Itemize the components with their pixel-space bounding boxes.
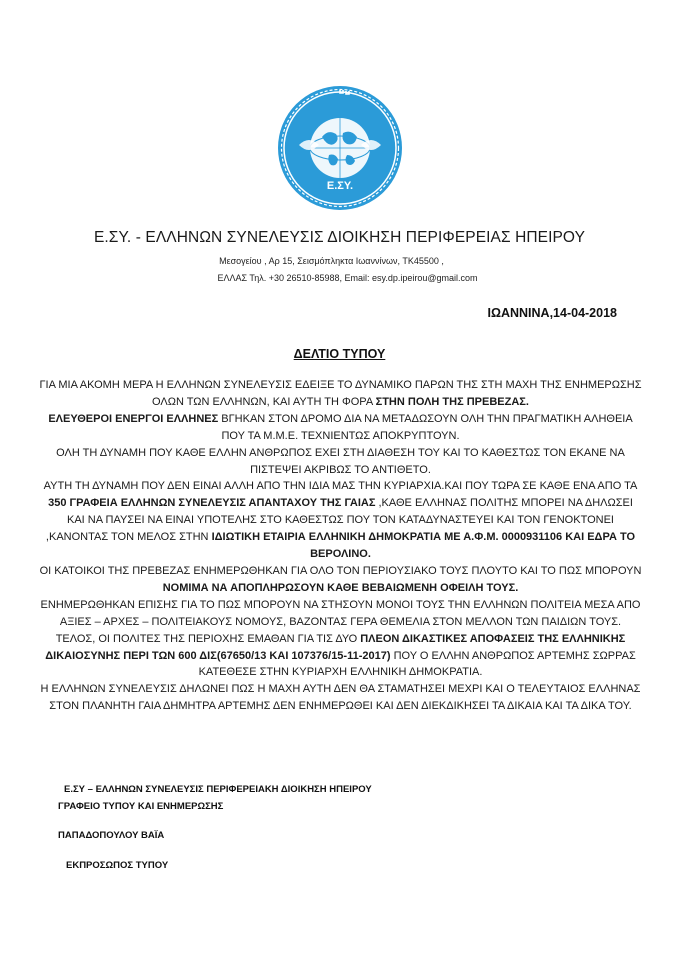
paragraph: ΟΙ ΚΑΤΟΙΚΟΙ ΤΗΣ ΠΡΕΒΕΖΑΣ ΕΝΗΜΕΡΩΘΗΚΑΝ ΓΙΑ ΟΛΟ ΤΟΝ ΠΕΡΙΟΥΣΙΑΚΟ ΤΟΥΣ ΠΛΟΥΤΟ ΚΑΙ ΤΟ ΠΩΣ ΜΠΟΡΟΥΝ ΝΟΜΙΜΑ ΝΑ ΑΠΟΠΛΗΡΩΣΟΥΝ ΚΑΘΕ ΒΕΒΑΙΩΜΕΝΗ ΟΦΕΙΛΗ ΤΟΥΣ. <box>39 564 642 594</box>
date-line: ΙΩΑΝΝΙΝΑ,14-04-2018 <box>487 306 617 320</box>
logo-abbr: Ε.ΣΥ. <box>326 180 354 192</box>
paragraph: ΕΝΗΜΕΡΩΘΗΚΑΝ ΕΠΙΣΗΣ ΓΙΑ ΤΟ ΠΩΣ ΜΠΟΡΟΥΝ ΝΑ ΣΤΗΣΟΥΝ ΜΟΝΟΙ ΤΟΥΣ ΤΗΝ ΕΛΛΗΝΩΝ ΠΟΛΙΤΕΙΑ ΜΕΣΑ ΑΠΟ ΑΞΙΕΣ – ΑΡΧΕΣ – ΠΟΛΙΤΕΙΑΚΟΥΣ ΝΟΜΟΥΣ, ΒΑΖΟΝΤΑΣ ΓΕΡΑ ΘΕΜΕΛΙΑ ΣΤΟΝ ΜΕΛΛΟΝ ΤΩΝ ΠΑΙΔΙΩΝ ΤΟΥΣ. <box>40 598 641 628</box>
paragraph: ΕΛΕΥΘΕΡΟΙ ΕΝΕΡΓΟΙ ΕΛΛΗΝΕΣ ΒΓΗΚΑΝ ΣΤΟΝ ΔΡΟΜΟ ΔΙΑ ΝΑ ΜΕΤΑΔΩΣΟΥΝ ΟΛΗ ΤΗΝ ΠΡΑΓΜΑΤΙΚΗ ΑΛΗΘΕΙΑ ΠΟΥ ΤΑ Μ.Μ.Ε. ΤΕΧΝΙΕΝΤΩΣ ΑΠΟΚΡΥΠΤΟΥΝ. <box>48 412 633 442</box>
paragraph: ΓΙΑ ΜΙΑ ΑΚΟΜΗ ΜΕΡΑ Η ΕΛΛΗΝΩΝ ΣΥΝΕΛΕΥΣΙΣ ΕΔΕΙΞΕ ΤΟ ΔΥΝΑΜΙΚΟ ΠΑΡΩΝ ΤΗΣ ΣΤΗ ΜΑΧΗ ΤΗΣ ΕΝΗΜΕΡΩΣΗΣ ΟΛΩΝ ΤΩΝ ΕΛΛΗΝΩΝ, ΚΑΙ ΑΥΤΗ ΤΗ ΦΟΡΑ ΣΤΗΝ ΠΟΛΗ ΤΗΣ ΠΡΕΒΕΖΑΣ. <box>39 379 642 408</box>
signature-name: ΠΑΠΑΔΟΠΟΥΛΟΥ ΒΑΪΑ <box>58 830 165 841</box>
paragraph: ΑΥΤΗ ΤΗ ΔΥΝΑΜΗ ΠΟΥ ΔΕΝ ΕΙΝΑΙ ΑΛΛΗ ΑΠΟ ΤΗΝ ΙΔΙΑ ΜΑΣ ΤΗΝ ΚΥΡΙΑΡΧΙΑ.ΚΑΙ ΠΟΥ ΤΩΡΑ ΣΕ ΚΑΘΕ ΕΝΑ ΑΠΟ ΤΑ 350 ΓΡΑΦΕΙΑ ΕΛΛΗΝΩΝ ΣΥΝΕΛΕΥΣΙΣ ΑΠΑΝΤΑΧΟΥ ΤΗΣ ΓΑΙΑΣ ,ΚΑΘΕ ΕΛΛΗΝΑΣ ΠΟΛΙΤΗΣ ΜΠΟΡΕΙ ΝΑ ΔΗΛΩΣΕΙ ΚΑΙ ΝΑ ΠΑΥΣΕΙ ΝΑ ΕΙΝΑΙ ΥΠΟΤΕΛΗΣ ΣΤΟ ΚΑΘΕΣΤΩΣ ΠΟΥ ΤΟΝ ΚΑΤΑΔΥΝΑΣΤΕΥΕΙ ΚΑΙ ΤΟΝ ΓΕΝΟΚΤΟΝΕΙ ,ΚΑΝΟΝΤΑΣ ΤΟΝ ΜΕΛΟΣ ΣΤΗΝ ΙΔΙΩΤΙΚΗ ΕΤΑΙΡΙΑ ΕΛΛΗΝΙΚΗ ΔΗΜΟΚΡΑΤΙΑ ΜΕ Α.Φ.Μ. 0000931106 ΚΑΙ ΕΔΡΑ ΤΟ ΒΕΡΟΛΙΝΟ. <box>43 480 638 561</box>
paragraph: Η ΕΛΛΗΝΩΝ ΣΥΝΕΛΕΥΣΙΣ ΔΗΛΩΝΕΙ ΠΩΣ Η ΜΑΧΗ ΑΥΤΗ ΔΕΝ ΘΑ ΣΤΑΜΑΤΗΣΕΙ ΜΕΧΡΙ ΚΑΙ Ο ΤΕΛΕΥΤΑΙΟΣ ΕΛΛΗΝΑΣ ΣΤΟΝ ΠΛΑΝΗΤΗ ΓΑΙΑ ΔΗΜΗΤΡΑ ΑΡΤΕΜΗΣ ΔΕΝ ΕΝΗΜΕΡΩΘΕΙ ΚΑΙ ΔΕΝ ΔΙΕΚΔΙΚΗΣΕΙ ΤΑ ΔΙΚΑΙΑ ΚΑΙ ΤΑ ΔΙΚΑ ΤΟΥ. <box>40 683 641 713</box>
header-title: Ε.ΣΥ. - ΕΛΛΗΝΩΝ ΣΥΝΕΛΕΥΣΙΣ ΔΙΟΙΚΗΣΗ ΠΕΡΙΦΕΡΕΙΑΣ ΗΠΕΙΡΟΥ <box>93 229 586 246</box>
paragraph: ΟΛΗ ΤΗ ΔΥΝΑΜΗ ΠΟΥ ΚΑΘΕ ΕΛΛΗΝ ΑΝΘΡΩΠΟΣ ΕΧΕΙ ΣΤΗ ΔΙΑΘΕΣΗ ΤΟΥ ΚΑΙ ΤΟ ΚΑΘΕΣΤΩΣ ΤΟΝ ΕΚΑΝΕ ΝΑ ΠΙΣΤΕΨΕΙ ΑΚΡΙΒΩΣ ΤΟ ΑΝΤΙΘΕΤΟ. <box>56 446 625 476</box>
signature-org: Ε.ΣΥ – ΕΛΛΗΝΩΝ ΣΥΝΕΛΕΥΣΙΣ ΠΕΡΙΦΕΡΕΙΑΚΗ ΔΙΟΙΚΗΣΗ ΗΠΕΙΡΟΥ <box>64 784 372 795</box>
header-address-line2: ΕΛΛΑΣ Τηλ. +30 26510-85988, Εmail: esy.dp.ipeirou@gmail.com <box>217 273 478 283</box>
paragraph: ΤΕΛΟΣ, ΟΙ ΠΟΛΙΤΕΣ ΤΗΣ ΠΕΡΙΟΧΗΣ ΕΜΑΘΑΝ ΓΙΑ ΤΙΣ ΔΥΟ ΠΛΕΟΝ ΔΙΚΑΣΤΙΚΕΣ ΑΠΟΦΑΣΕΙΣ ΤΗΣ ΕΛΛΗΝΙΚΗΣ ΔΙΚΑΙΟΣΥΝΗΣ ΠΕΡΙ ΤΩΝ 600 ΔΙΣ(67650/13 ΚΑΙ 107376/15-11-2017) ΠΟΥ Ο ΕΛΛΗΝ ΑΝΘΡΩΠΟΣ ΑΡΤΕΜΗΣ ΣΩΡΡΑΣ ΚΑΤΕΘΕΣΕ ΣΤΗΝ ΚΥΡΙΑΡΧΗ ΕΛΛΗΝΙΚΗ ΔΗΜΟΚΡΑΤΙΑ. <box>45 632 636 679</box>
press-release-body <box>38 377 643 715</box>
header-address-line1: Μεσογείου , Αρ 15, Σεισμόπληκτα Ιωαννίνων, ΤΚ45500 , <box>219 256 444 266</box>
signature-role: ΕΚΠΡΟΣΩΠΟΣ ΤΥΠΟΥ <box>66 860 169 871</box>
press-release-title: ΔΕΛΤΙΟ ΤΥΠΟΥ <box>293 347 386 361</box>
signature-office: ΓΡΑΦΕΙΟ ΤΥΠΟΥ ΚΑΙ ΕΝΗΜΕΡΩΣΗΣ <box>58 801 224 812</box>
esy-logo <box>277 85 403 211</box>
